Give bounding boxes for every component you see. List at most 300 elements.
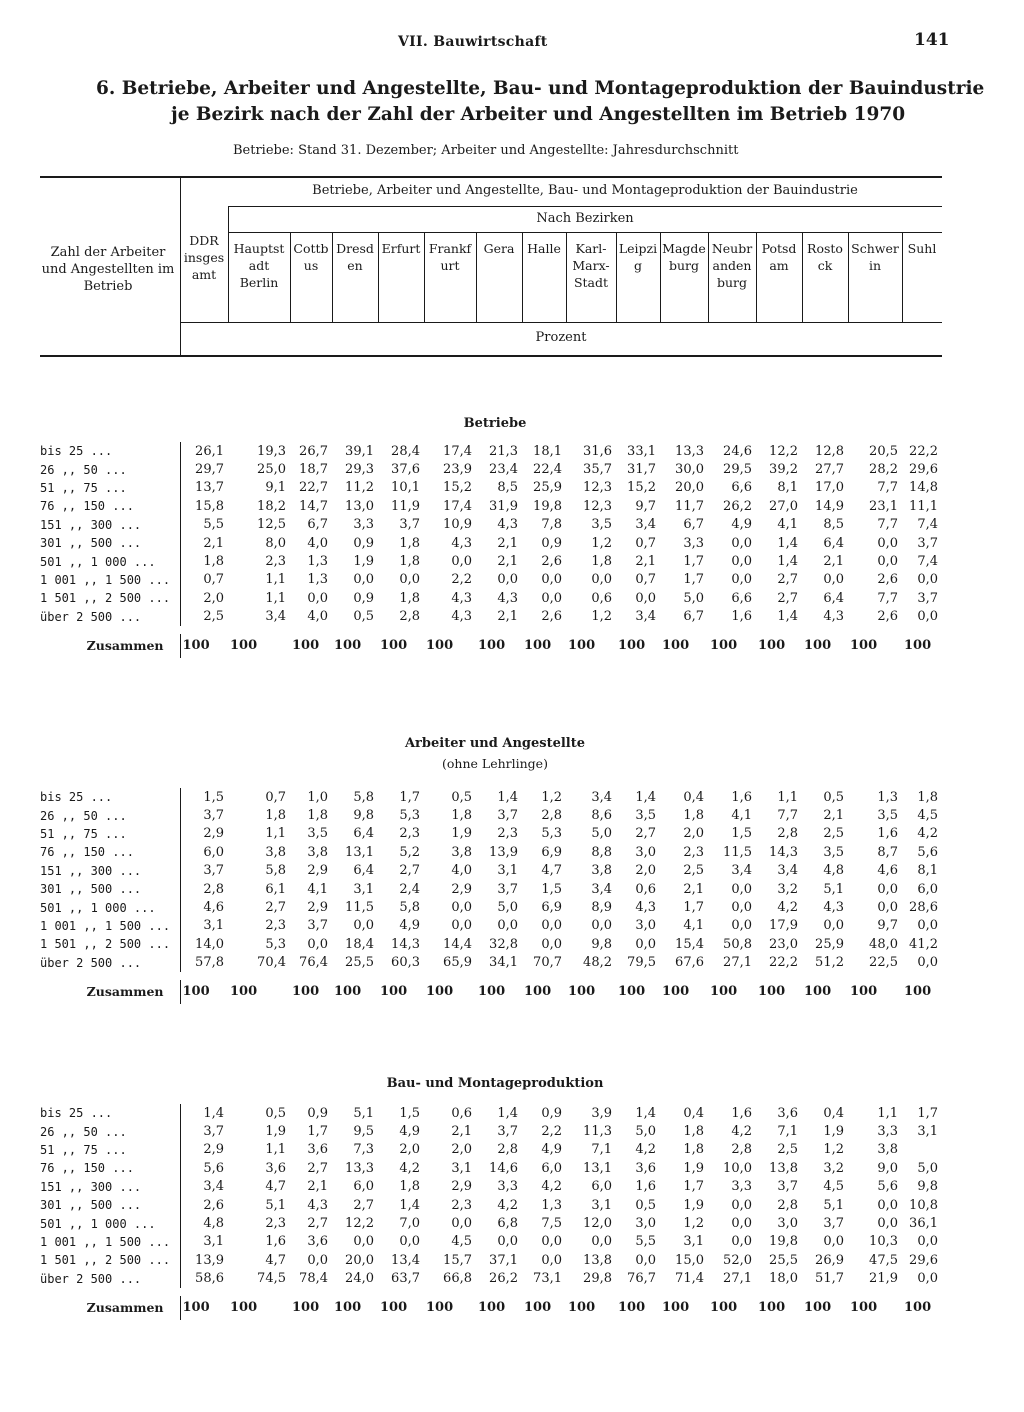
table-cell: 0,0 bbox=[541, 1234, 562, 1250]
table-cell: 2,2 bbox=[451, 572, 472, 588]
table-cell: 9,7 bbox=[877, 918, 898, 934]
table-cell: 2,5 bbox=[180, 608, 228, 626]
row-label: 501 ,, 1 000 ... bbox=[40, 1216, 156, 1231]
table-cell: 3,1 bbox=[591, 1197, 612, 1213]
table-cell bbox=[902, 1141, 942, 1159]
table-cell: 14,6 bbox=[489, 1160, 518, 1176]
table-cell: 9,8 bbox=[591, 936, 612, 952]
table-cell: 25,5 bbox=[345, 955, 374, 971]
table-cell: 3,3 bbox=[497, 1179, 518, 1195]
table-cell: 1,6 bbox=[877, 826, 898, 842]
total-cell: 100 bbox=[292, 638, 320, 654]
table-cell: 0,0 bbox=[451, 1216, 472, 1232]
table-cell: 3,6 bbox=[307, 1234, 328, 1250]
column-header: Frankfurt bbox=[428, 241, 472, 273]
table-cell: 1,1 bbox=[265, 590, 286, 606]
total-cell: 100 bbox=[850, 1300, 878, 1316]
table-cell: 25,5 bbox=[769, 1252, 798, 1268]
table-cell: 0,0 bbox=[877, 1197, 898, 1213]
table-cell: 2,3 bbox=[451, 1197, 472, 1213]
table-cell: 5,3 bbox=[541, 826, 562, 842]
row-label: 1 501 ,, 2 500 ... bbox=[40, 591, 171, 606]
table-cell: 33,1 bbox=[627, 443, 656, 459]
table-cell: 37,1 bbox=[489, 1252, 518, 1268]
table-row bbox=[40, 571, 942, 589]
table-cell: 20,5 bbox=[869, 443, 898, 459]
table-cell: 1,2 bbox=[683, 1216, 704, 1232]
spanner-header: Betriebe, Arbeiter und Angestellte, Bau- und Montageproduktion der Bauindustrie bbox=[312, 183, 858, 198]
table-cell: 65,9 bbox=[443, 955, 472, 971]
table-row bbox=[40, 479, 942, 497]
total-cell: 100 bbox=[524, 1300, 552, 1316]
table-cell: 1,2 bbox=[591, 535, 612, 551]
table-cell: 3,1 bbox=[917, 1124, 938, 1140]
table-cell: 8,5 bbox=[497, 480, 518, 496]
table-cell: 2,3 bbox=[399, 826, 420, 842]
table-cell: 13,3 bbox=[345, 1160, 374, 1176]
total-cell: 100 bbox=[904, 984, 932, 1000]
column-header: Neubrandenburg bbox=[711, 241, 753, 290]
table-row bbox=[40, 1178, 942, 1196]
table-cell: 8,6 bbox=[591, 808, 612, 824]
table-cell: 15,2 bbox=[443, 480, 472, 496]
table-cell: 2,9 bbox=[307, 900, 328, 916]
table-cell: 48,0 bbox=[869, 936, 898, 952]
table-cell: 3,0 bbox=[777, 1216, 798, 1232]
table-cell: 3,7 bbox=[497, 808, 518, 824]
table-cell: 7,8 bbox=[541, 517, 562, 533]
table-cell: 1,4 bbox=[180, 1104, 228, 1122]
table-cell: 4,2 bbox=[541, 1179, 562, 1195]
row-label: 26 ,, 50 ... bbox=[40, 1124, 127, 1139]
total-cell: 100 bbox=[804, 638, 832, 654]
table-cell: 0,0 bbox=[877, 554, 898, 570]
table-title-line-1: 6. Betriebe, Arbeiter und Angestellte, Bau- und Montageproduktion der Bauindustrie bbox=[96, 78, 985, 99]
total-cell: 100 bbox=[618, 984, 646, 1000]
row-label: über 2 500 ... bbox=[40, 609, 142, 624]
table-cell: 15,8 bbox=[180, 497, 228, 515]
table-cell: 1,9 bbox=[353, 554, 374, 570]
total-cell: 100 bbox=[180, 1296, 228, 1320]
table-cell: 4,3 bbox=[307, 1197, 328, 1213]
table-cell: 1,2 bbox=[541, 789, 562, 805]
table-cell: 3,6 bbox=[265, 1160, 286, 1176]
table-cell: 3,4 bbox=[777, 863, 798, 879]
table-cell: 4,8 bbox=[823, 863, 844, 879]
table-cell: 2,9 bbox=[451, 881, 472, 897]
table-cell: 4,2 bbox=[731, 1124, 752, 1140]
total-cell: 100 bbox=[568, 984, 596, 1000]
table-cell: 18,7 bbox=[299, 462, 328, 478]
table-cell: 5,5 bbox=[635, 1234, 656, 1250]
table-cell: 0,9 bbox=[353, 590, 374, 606]
table-cell: 17,9 bbox=[769, 918, 798, 934]
table-cell: 0,0 bbox=[307, 1252, 328, 1268]
table-cell: 3,4 bbox=[180, 1178, 228, 1196]
table-cell: 0,0 bbox=[307, 590, 328, 606]
table-cell: 15,7 bbox=[443, 1252, 472, 1268]
table-cell: 1,4 bbox=[497, 1105, 518, 1121]
table-cell: 58,6 bbox=[180, 1270, 228, 1288]
table-cell: 3,7 bbox=[180, 862, 228, 880]
table-cell: 17,4 bbox=[443, 443, 472, 459]
column-header: Suhl bbox=[907, 241, 937, 256]
table-cell: 4,6 bbox=[877, 863, 898, 879]
total-cell: 100 bbox=[568, 1300, 596, 1316]
table-cell: 3,1 bbox=[180, 1233, 228, 1251]
table-cell: 1,8 bbox=[399, 535, 420, 551]
table-cell: 1,4 bbox=[777, 535, 798, 551]
table-cell: 3,5 bbox=[823, 844, 844, 860]
total-cell: 100 bbox=[426, 984, 454, 1000]
total-cell: 100 bbox=[758, 1300, 786, 1316]
total-cell: 100 bbox=[710, 1300, 738, 1316]
table-cell: 19,8 bbox=[769, 1234, 798, 1250]
table-cell: 3,7 bbox=[399, 517, 420, 533]
table-cell: 4,3 bbox=[823, 900, 844, 916]
table-cell: 1,8 bbox=[307, 808, 328, 824]
table-cell: 4,6 bbox=[180, 898, 228, 916]
total-cell: 100 bbox=[758, 984, 786, 1000]
row-label: 501 ,, 1 000 ... bbox=[40, 554, 156, 569]
total-label: Zusammen bbox=[86, 638, 164, 654]
table-cell: 9,0 bbox=[877, 1160, 898, 1176]
table-cell: 48,2 bbox=[583, 955, 612, 971]
table-block-betriebe bbox=[40, 442, 942, 658]
table-cell: 0,0 bbox=[731, 900, 752, 916]
table-cell: 3,8 bbox=[591, 863, 612, 879]
table-cell: 1,8 bbox=[451, 808, 472, 824]
row-label: 1 501 ,, 2 500 ... bbox=[40, 937, 171, 952]
table-cell: 0,9 bbox=[541, 535, 562, 551]
table-cell: 0,7 bbox=[635, 535, 656, 551]
table-cell: 2,6 bbox=[541, 609, 562, 625]
total-cell: 100 bbox=[478, 1300, 506, 1316]
table-cell: 1,8 bbox=[399, 554, 420, 570]
table-cell: 5,1 bbox=[823, 1197, 844, 1213]
total-cell: 100 bbox=[804, 984, 832, 1000]
table-cell: 4,2 bbox=[635, 1142, 656, 1158]
table-cell: 4,7 bbox=[541, 863, 562, 879]
table-cell: 31,7 bbox=[627, 462, 656, 478]
table-row bbox=[40, 589, 942, 607]
table-cell: 2,1 bbox=[451, 1124, 472, 1140]
table-cell: 0,0 bbox=[917, 955, 938, 971]
table-cell: 3,6 bbox=[777, 1105, 798, 1121]
table-cell: 3,1 bbox=[180, 917, 228, 935]
table-cell: 2,0 bbox=[180, 589, 228, 607]
section-subtitle-arbeiter: (ohne Lehrlinge) bbox=[442, 756, 548, 771]
total-cell: 100 bbox=[380, 1300, 408, 1316]
table-cell: 3,5 bbox=[877, 808, 898, 824]
total-cell: 100 bbox=[292, 984, 320, 1000]
table-cell: 0,0 bbox=[591, 918, 612, 934]
table-cell: 0,6 bbox=[451, 1105, 472, 1121]
section-title-betriebe: Betriebe bbox=[463, 416, 527, 431]
section-title-bauproduktion: Bau- und Montageproduktion bbox=[386, 1076, 604, 1091]
table-cell: 1,3 bbox=[877, 789, 898, 805]
table-cell: 1,4 bbox=[635, 789, 656, 805]
table-cell: 31,9 bbox=[489, 498, 518, 514]
table-cell: 15,0 bbox=[675, 1252, 704, 1268]
table-cell: 2,9 bbox=[180, 825, 228, 843]
table-cell: 19,3 bbox=[257, 443, 286, 459]
table-cell: 1,4 bbox=[399, 1197, 420, 1213]
table-cell: 18,4 bbox=[345, 936, 374, 952]
table-cell: 2,4 bbox=[399, 881, 420, 897]
table-cell: 0,4 bbox=[683, 1105, 704, 1121]
table-cell: 32,8 bbox=[489, 936, 518, 952]
table-cell: 6,1 bbox=[265, 881, 286, 897]
table-cell: 4,9 bbox=[399, 918, 420, 934]
table-cell: 6,4 bbox=[353, 863, 374, 879]
table-cell: 1,6 bbox=[635, 1179, 656, 1195]
table-cell: 6,0 bbox=[541, 1160, 562, 1176]
table-cell: 0,0 bbox=[731, 881, 752, 897]
table-cell: 4,2 bbox=[399, 1160, 420, 1176]
table-cell: 20,0 bbox=[345, 1252, 374, 1268]
table-row bbox=[40, 806, 942, 824]
table-cell: 12,8 bbox=[815, 443, 844, 459]
table-cell: 23,1 bbox=[869, 498, 898, 514]
row-label: 1 001 ,, 1 500 ... bbox=[40, 918, 171, 933]
table-cell: 26,9 bbox=[815, 1252, 844, 1268]
table-cell: 4,2 bbox=[917, 826, 938, 842]
table-cell: 0,5 bbox=[353, 609, 374, 625]
table-cell: 9,1 bbox=[265, 480, 286, 496]
table-cell: 0,0 bbox=[541, 1252, 562, 1268]
table-cell: 5,5 bbox=[180, 516, 228, 534]
table-cell: 1,8 bbox=[683, 1124, 704, 1140]
total-row bbox=[40, 1296, 942, 1320]
total-cell: 100 bbox=[478, 984, 506, 1000]
head-bottom-rule bbox=[40, 355, 942, 357]
table-cell: 6,0 bbox=[353, 1179, 374, 1195]
table-cell: 5,8 bbox=[353, 789, 374, 805]
table-cell: 9,8 bbox=[353, 808, 374, 824]
table-row bbox=[40, 552, 942, 570]
table-cell: 6,4 bbox=[823, 535, 844, 551]
table-cell: 34,1 bbox=[489, 955, 518, 971]
table-subtitle: Betriebe: Stand 31. Dezember; Arbeiter und Angestellte: Jahresdurchschnitt bbox=[233, 143, 739, 158]
row-label: 151 ,, 300 ... bbox=[40, 863, 142, 878]
table-cell: 1,3 bbox=[307, 554, 328, 570]
table-cell: 2,3 bbox=[265, 1216, 286, 1232]
table-cell: 6,7 bbox=[307, 517, 328, 533]
row-label: 151 ,, 300 ... bbox=[40, 1179, 142, 1194]
table-cell: 0,0 bbox=[497, 572, 518, 588]
table-cell: 1,2 bbox=[591, 609, 612, 625]
table-cell: 14,3 bbox=[391, 936, 420, 952]
table-cell: 0,6 bbox=[591, 590, 612, 606]
total-cell: 100 bbox=[850, 984, 878, 1000]
bezirke-rule bbox=[228, 232, 942, 233]
table-cell: 0,0 bbox=[877, 900, 898, 916]
table-cell: 2,8 bbox=[399, 609, 420, 625]
table-cell: 1,9 bbox=[823, 1124, 844, 1140]
table-cell: 37,6 bbox=[391, 462, 420, 478]
table-cell: 8,9 bbox=[591, 900, 612, 916]
table-cell: 21,9 bbox=[869, 1271, 898, 1287]
table-cell: 5,6 bbox=[917, 844, 938, 860]
table-row bbox=[40, 917, 942, 935]
table-cell: 6,4 bbox=[823, 590, 844, 606]
table-cell: 7,7 bbox=[877, 480, 898, 496]
table-cell: 0,0 bbox=[731, 1234, 752, 1250]
table-cell: 11,9 bbox=[391, 498, 420, 514]
running-head: VII. Bauwirtschaft bbox=[398, 34, 548, 50]
table-cell: 4,2 bbox=[497, 1197, 518, 1213]
table-cell: 70,7 bbox=[533, 955, 562, 971]
table-cell: 6,6 bbox=[731, 480, 752, 496]
table-cell: 25,9 bbox=[815, 936, 844, 952]
table-cell: 3,4 bbox=[635, 517, 656, 533]
table-cell: 3,3 bbox=[353, 517, 374, 533]
table-cell: 10,0 bbox=[723, 1160, 752, 1176]
table-cell: 70,4 bbox=[257, 955, 286, 971]
table-cell: 26,1 bbox=[180, 442, 228, 460]
table-cell: 12,0 bbox=[583, 1216, 612, 1232]
table-cell: 1,6 bbox=[731, 1105, 752, 1121]
table-cell: 20,0 bbox=[675, 480, 704, 496]
total-cell: 100 bbox=[380, 638, 408, 654]
table-cell: 11,5 bbox=[723, 844, 752, 860]
table-cell: 2,9 bbox=[307, 863, 328, 879]
table-cell: 5,3 bbox=[399, 808, 420, 824]
table-cell: 0,0 bbox=[731, 535, 752, 551]
column-header: Halle bbox=[527, 241, 561, 256]
table-cell: 0,0 bbox=[399, 572, 420, 588]
table-cell: 1,9 bbox=[683, 1197, 704, 1213]
table-cell: 0,0 bbox=[877, 881, 898, 897]
table-cell: 0,0 bbox=[731, 572, 752, 588]
table-cell: 5,3 bbox=[265, 936, 286, 952]
table-cell: 0,0 bbox=[451, 918, 472, 934]
table-cell: 1,8 bbox=[399, 590, 420, 606]
row-label: 301 ,, 500 ... bbox=[40, 1198, 142, 1213]
table-cell: 3,2 bbox=[823, 1160, 844, 1176]
table-cell: 0,0 bbox=[541, 936, 562, 952]
table-cell: 5,0 bbox=[635, 1124, 656, 1140]
table-row bbox=[40, 1159, 942, 1177]
table-cell: 5,2 bbox=[399, 844, 420, 860]
table-cell: 7,5 bbox=[541, 1216, 562, 1232]
table-cell: 0,0 bbox=[917, 609, 938, 625]
table-cell: 2,7 bbox=[353, 1197, 374, 1213]
table-cell: 21,3 bbox=[489, 443, 518, 459]
table-row bbox=[40, 442, 942, 460]
total-cell: 100 bbox=[618, 1300, 646, 1316]
table-cell: 2,6 bbox=[877, 572, 898, 588]
table-cell: 1,1 bbox=[265, 572, 286, 588]
table-cell: 4,3 bbox=[635, 900, 656, 916]
table-cell: 0,0 bbox=[451, 900, 472, 916]
table-cell: 50,8 bbox=[723, 936, 752, 952]
table-cell: 4,9 bbox=[541, 1142, 562, 1158]
table-cell: 4,2 bbox=[777, 900, 798, 916]
table-cell: 76,7 bbox=[627, 1271, 656, 1287]
table-cell: 3,5 bbox=[591, 517, 612, 533]
table-cell: 79,5 bbox=[627, 955, 656, 971]
table-cell: 3,7 bbox=[777, 1179, 798, 1195]
table-cell: 39,1 bbox=[345, 443, 374, 459]
table-cell: 13,7 bbox=[180, 479, 228, 497]
table-cell: 1,7 bbox=[683, 572, 704, 588]
table-cell: 3,6 bbox=[307, 1142, 328, 1158]
table-cell: 2,1 bbox=[497, 554, 518, 570]
row-label: 76 ,, 150 ... bbox=[40, 499, 134, 514]
row-label: 301 ,, 500 ... bbox=[40, 536, 142, 551]
table-cell: 14,7 bbox=[299, 498, 328, 514]
table-cell: 2,2 bbox=[541, 1124, 562, 1140]
table-cell: 24,6 bbox=[723, 443, 752, 459]
table-cell: 4,1 bbox=[731, 808, 752, 824]
table-cell: 1,6 bbox=[731, 789, 752, 805]
total-cell: 100 bbox=[180, 980, 228, 1004]
table-cell: 2,8 bbox=[731, 1142, 752, 1158]
table-cell: 4,3 bbox=[451, 609, 472, 625]
row-label: 151 ,, 300 ... bbox=[40, 517, 142, 532]
table-cell: 10,3 bbox=[869, 1234, 898, 1250]
table-cell: 7,7 bbox=[777, 808, 798, 824]
table-cell: 22,7 bbox=[299, 480, 328, 496]
table-cell: 2,3 bbox=[683, 844, 704, 860]
table-cell: 13,8 bbox=[769, 1160, 798, 1176]
table-cell: 0,0 bbox=[541, 918, 562, 934]
table-cell: 0,0 bbox=[399, 1234, 420, 1250]
table-cell: 6,0 bbox=[591, 1179, 612, 1195]
table-cell: 1,7 bbox=[917, 1105, 938, 1121]
table-cell: 6,9 bbox=[541, 900, 562, 916]
table-cell: 35,7 bbox=[583, 462, 612, 478]
table-cell: 0,0 bbox=[635, 590, 656, 606]
table-cell: 2,5 bbox=[823, 826, 844, 842]
table-cell: 14,3 bbox=[769, 844, 798, 860]
table-cell: 4,5 bbox=[917, 808, 938, 824]
total-cell: 100 bbox=[478, 638, 506, 654]
table-cell: 3,5 bbox=[635, 808, 656, 824]
table-cell: 67,6 bbox=[675, 955, 704, 971]
table-block-bauproduktion bbox=[40, 1104, 942, 1320]
row-label: 301 ,, 500 ... bbox=[40, 882, 142, 897]
table-cell: 1,5 bbox=[731, 826, 752, 842]
table-row bbox=[40, 1141, 942, 1159]
table-cell: 3,0 bbox=[635, 844, 656, 860]
table-cell: 8,1 bbox=[777, 480, 798, 496]
table-cell: 2,7 bbox=[777, 572, 798, 588]
table-cell: 3,7 bbox=[180, 1122, 228, 1140]
total-cell: 100 bbox=[426, 1300, 454, 1316]
table-cell: 2,7 bbox=[635, 826, 656, 842]
table-cell: 2,0 bbox=[635, 863, 656, 879]
table-cell: 3,7 bbox=[823, 1216, 844, 1232]
row-label: über 2 500 ... bbox=[40, 955, 142, 970]
table-cell: 13,9 bbox=[489, 844, 518, 860]
column-header: Hauptstadt Berlin bbox=[233, 241, 285, 290]
table-cell: 7,1 bbox=[777, 1124, 798, 1140]
table-cell: 0,9 bbox=[541, 1105, 562, 1121]
column-header: DDR insgesamt bbox=[183, 233, 225, 282]
table-cell: 0,0 bbox=[541, 572, 562, 588]
table-cell: 2,9 bbox=[180, 1141, 228, 1159]
table-cell: 3,3 bbox=[683, 535, 704, 551]
table-cell: 19,8 bbox=[533, 498, 562, 514]
table-cell: 4,9 bbox=[399, 1124, 420, 1140]
row-label: 51 ,, 75 ... bbox=[40, 480, 127, 495]
table-cell: 3,1 bbox=[451, 1160, 472, 1176]
table-cell: 7,4 bbox=[917, 517, 938, 533]
table-cell: 1,1 bbox=[877, 1105, 898, 1121]
